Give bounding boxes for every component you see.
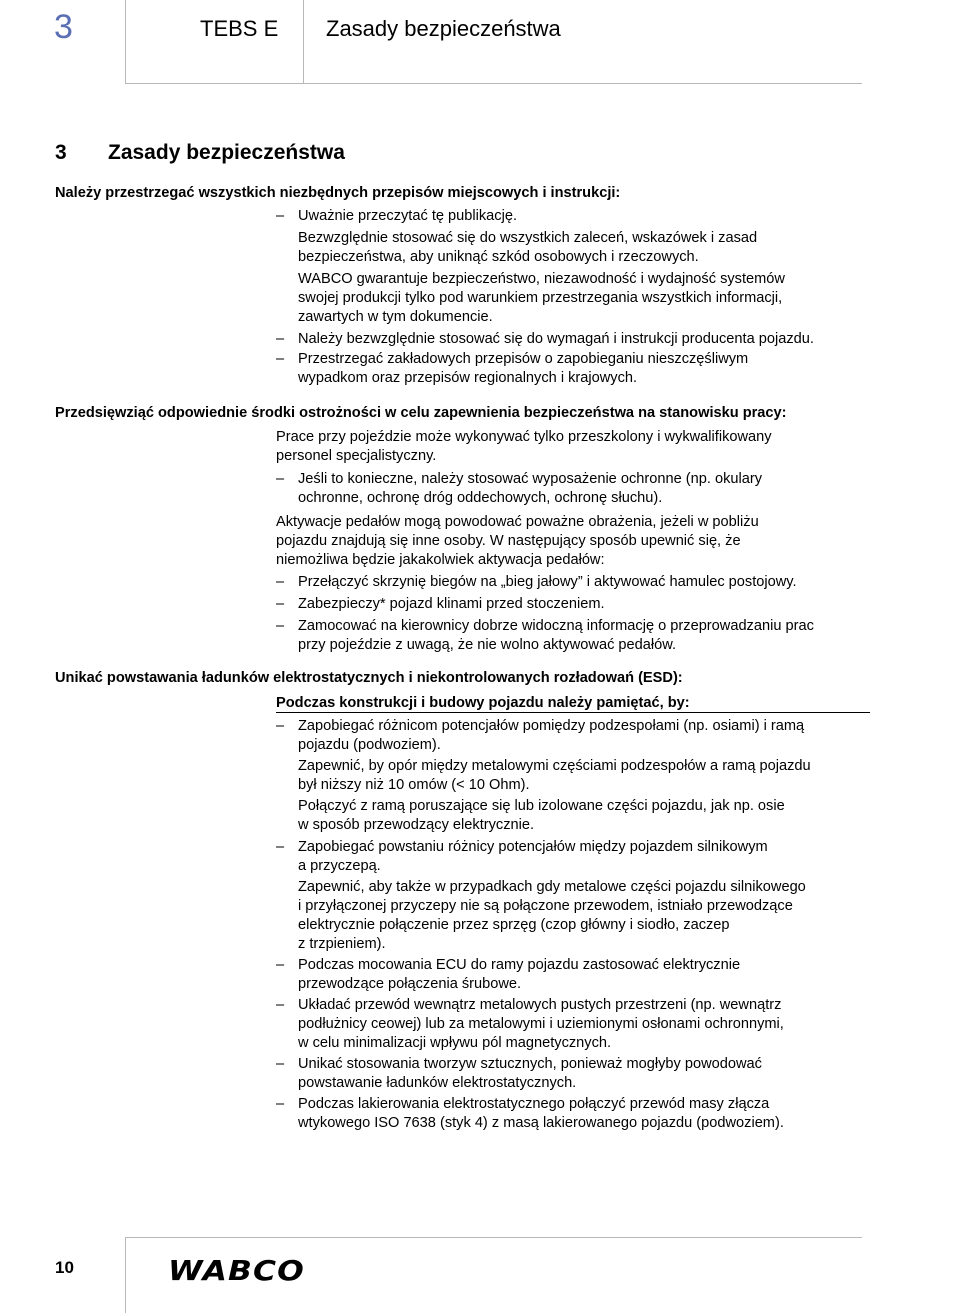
- list-item: przy pojeździe z uwagą, że nie wolno aktywować pedałów.: [298, 637, 677, 653]
- list-item: zawartych w tym dokumencie.: [298, 309, 493, 325]
- paragraph: pojazdu znajdują się inne osoby. W następujący sposób upewnić się, że: [276, 533, 741, 549]
- list-item: Unikać stosowania tworzyw sztucznych, ponieważ mogłyby powodować: [298, 1056, 762, 1072]
- list-item: Połączyć z ramą poruszające się lub izolowane części pojazdu, jak np. osie: [298, 798, 785, 814]
- list-item: Zabezpieczy* pojazd klinami przed stoczeniem.: [298, 596, 605, 612]
- list-item: a przyczepą.: [298, 858, 381, 874]
- list-item: Przełączyć skrzynię biegów na „bieg jałowy” i aktywować hamulec postojowy.: [298, 574, 797, 590]
- paragraph: personel specjalistyczny.: [276, 448, 437, 464]
- list-item: Przestrzegać zakładowych przepisów o zapobieganiu nieszczęśliwym: [298, 351, 749, 367]
- list-item: Zapewnić, by opór między metalowymi częściami podzespołów a ramą pojazdu: [298, 758, 811, 774]
- header-chapter-title: Zasady bezpieczeństwa: [326, 16, 561, 41]
- list-item: wypadkom oraz przepisów regionalnych i krajowych.: [298, 370, 638, 386]
- list-item: pojazdu (podwoziem).: [298, 737, 441, 753]
- list-dash: –: [276, 1056, 285, 1072]
- list-item: Jeśli to konieczne, należy stosować wyposażenie ochronne (np. okulary: [298, 471, 763, 487]
- section-title: [55, 141, 345, 165]
- list-dash: –: [276, 1096, 285, 1112]
- list-dash: –: [276, 471, 285, 487]
- subheading-rule: [276, 712, 870, 713]
- list-item: był niższy niż 10 omów (< 10 Ohm).: [298, 777, 530, 793]
- header-divider: [303, 0, 304, 83]
- list-item: Uważnie przeczytać tę publikację.: [298, 208, 518, 224]
- block-subheading: Podczas konstrukcji i budowy pojazdu należy pamiętać, by:: [276, 695, 690, 711]
- header-product: TEBS E: [200, 16, 279, 41]
- header-rule: [125, 83, 862, 84]
- list-dash: –: [276, 351, 285, 367]
- block-heading: Należy przestrzegać wszystkich niezbędnych przepisów miejscowych i instrukcji:: [55, 185, 621, 201]
- list-dash: –: [276, 997, 285, 1013]
- list-dash: –: [276, 718, 285, 734]
- list-item: Układać przewód wewnątrz metalowych pustych przestrzeni (np. wewnątrz: [298, 997, 782, 1013]
- list-item: podłużnicy ceowej) lub za metalowymi i uziemionymi osłonami ochronnymi,: [298, 1016, 784, 1032]
- list-item: ochronne, ochronę dróg oddechowych, ochronę słuchu).: [298, 490, 663, 506]
- paragraph: Aktywacje pedałów mogą powodować poważne obrażenia, jeżeli w pobliżu: [276, 514, 759, 530]
- list-item: w sposób przewodzący elektrycznie.: [298, 817, 535, 833]
- list-item: wtykowego ISO 7638 (styk 4) z masą lakierowanego pojazdu (podwoziem).: [298, 1115, 784, 1131]
- section-title-text: Zasady bezpieczeństwa: [108, 141, 345, 164]
- list-item: i przyłączonej przyczepy nie są połączone przewodem, istniało przewodzące: [298, 898, 793, 914]
- list-dash: –: [276, 957, 285, 973]
- list-dash: –: [276, 596, 285, 612]
- list-item: powstawanie ładunków elektrostatycznych.: [298, 1075, 577, 1091]
- list-item: z trzpieniem).: [298, 936, 386, 952]
- list-item: Zapobiegać powstaniu różnicy potencjałów między pojazdem silnikowym: [298, 839, 768, 855]
- list-item: bezpieczeństwa, aby uniknąć szkód osobowych i rzeczowych.: [298, 249, 699, 265]
- list-item: Należy bezwzględnie stosować się do wymagań i instrukcji producenta pojazdu.: [298, 331, 814, 347]
- block-heading: Unikać powstawania ładunków elektrostatycznych i niekontrolowanych rozładowań (ESD):: [55, 670, 683, 686]
- list-dash: –: [276, 331, 285, 347]
- list-item: Bezwzględnie stosować się do wszystkich zaleceń, wskazówek i zasad: [298, 230, 758, 246]
- header-divider: [125, 0, 126, 83]
- wabco-logo: WABCO: [168, 1254, 305, 1287]
- list-item: w celu minimalizacji wpływu pól magnetycznych.: [298, 1035, 612, 1051]
- footer-rule: [125, 1237, 862, 1238]
- page-number: 10: [55, 1258, 74, 1277]
- list-dash: –: [276, 618, 285, 634]
- header-chapter-number: 3: [54, 8, 73, 46]
- list-item: swojej produkcji tylko pod warunkiem przestrzegania wszystkich informacji,: [298, 290, 783, 306]
- list-item: Zamocować na kierownicy dobrze widoczną informację o przeprowadzaniu prac: [298, 618, 814, 634]
- list-item: Zapobiegać różnicom potencjałów pomiędzy podzespołami (np. osiami) i ramą: [298, 718, 805, 734]
- list-item: Podczas mocowania ECU do ramy pojazdu zastosować elektrycznie: [298, 957, 741, 973]
- paragraph: Prace przy pojeździe może wykonywać tylko przeszkolony i wykwalifikowany: [276, 429, 772, 445]
- paragraph: niemożliwa będzie jakakolwiek aktywacja pedałów:: [276, 552, 605, 568]
- list-dash: –: [276, 208, 285, 224]
- list-dash: –: [276, 839, 285, 855]
- list-item: Podczas lakierowania elektrostatycznego połączyć przewód masy złącza: [298, 1096, 770, 1112]
- list-dash: –: [276, 574, 285, 590]
- section-number: 3: [55, 141, 67, 164]
- list-item: elektrycznie połączenie przez sprzęg (czop główny i siodło, zaczep: [298, 917, 730, 933]
- list-item: przewodzące połączenia śrubowe.: [298, 976, 522, 992]
- block-heading: Przedsięwziąć odpowiednie środki ostrożności w celu zapewnienia bezpieczeństwa na stanowisku pracy:: [55, 405, 787, 421]
- list-item: WABCO gwarantuje bezpieczeństwo, niezawodność i wydajność systemów: [298, 271, 785, 287]
- footer-divider: [125, 1237, 126, 1313]
- list-item: Zapewnić, aby także w przypadkach gdy metalowe części pojazdu silnikowego: [298, 879, 806, 895]
